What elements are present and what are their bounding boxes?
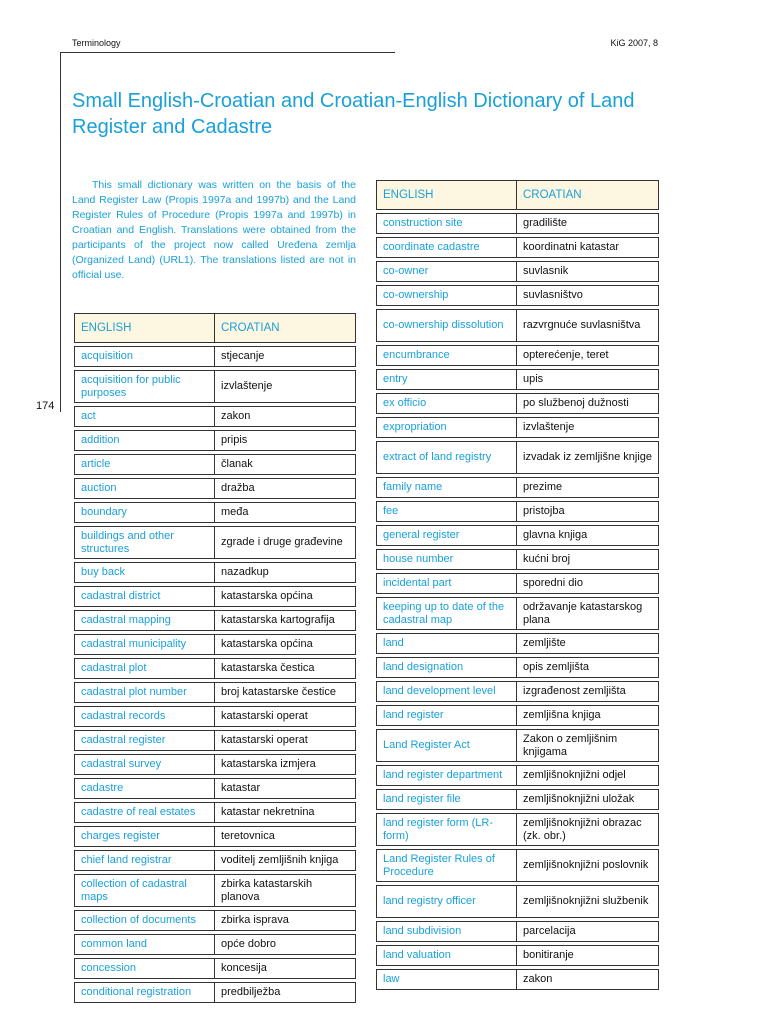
table-row [376,345,659,366]
table-row [376,921,659,942]
table-row [74,706,356,727]
page-number: 174 [36,400,55,412]
table-row [376,417,659,438]
english-term: cadastral mapping [74,610,214,631]
table-row [74,874,356,907]
english-term: collection of cadastral maps [74,874,214,907]
english-term: house number [376,549,516,570]
croatian-term: katastar [214,778,356,799]
table-row [74,370,356,403]
croatian-term: zemljišnoknjižni uložak [516,789,659,810]
croatian-term: stjecanje [214,346,356,367]
english-term: cadastral register [74,730,214,751]
croatian-term: katastarska općina [214,586,356,607]
table-row [74,586,356,607]
english-term: land [376,633,516,654]
running-header-section: Terminology [72,38,121,48]
croatian-term: zemljišnoknjižni poslovnik [516,849,659,882]
english-term: land designation [376,657,516,678]
table-row [74,454,356,475]
table-row [376,849,659,882]
english-term: encumbrance [376,345,516,366]
column-header-english: ENGLISH [74,313,214,343]
table-row [376,729,659,762]
croatian-term: broj katastarske čestice [214,682,356,703]
croatian-term: opće dobro [214,934,356,955]
english-term: keeping up to date of the cadastral map [376,597,516,630]
english-term: incidental part [376,573,516,594]
croatian-term: zemljišnoknjižni obrazac (zk. obr.) [516,813,659,846]
english-term: construction site [376,213,516,234]
english-term: charges register [74,826,214,847]
english-term: addition [74,430,214,451]
english-term: cadastre [74,778,214,799]
croatian-term: sporedni dio [516,573,659,594]
english-term: Land Register Rules of Procedure [376,849,516,882]
table-row [376,657,659,678]
table-row [74,658,356,679]
croatian-term: katastarski operat [214,730,356,751]
table-row [376,213,659,234]
english-term: acquisition [74,346,214,367]
croatian-term: katastarski operat [214,706,356,727]
croatian-term: glavna knjiga [516,525,659,546]
dictionary-table-right [376,177,659,993]
table-row [74,502,356,523]
table-row [376,969,659,990]
margin-rule [60,52,61,412]
table-row [376,369,659,390]
table-row [74,850,356,871]
dictionary-table-left [74,310,356,1006]
table-row [376,789,659,810]
column-header-croatian: CROATIAN [214,313,356,343]
table-row [74,634,356,655]
english-term: general register [376,525,516,546]
croatian-term: zbirka isprava [214,910,356,931]
table-row [376,945,659,966]
table-row [376,501,659,522]
croatian-term: predbilježba [214,982,356,1003]
table-row [376,285,659,306]
table-row [74,430,356,451]
table-row [74,526,356,559]
column-header-english: ENGLISH [376,180,516,210]
english-term: common land [74,934,214,955]
table-row [376,237,659,258]
croatian-term: razvrgnuće suvlasništva [516,309,659,342]
english-term: co-owner [376,261,516,282]
croatian-term: zemljište [516,633,659,654]
english-term: cadastral municipality [74,634,214,655]
croatian-term: opterećenje, teret [516,345,659,366]
croatian-term: teretovnica [214,826,356,847]
croatian-term: bonitiranje [516,945,659,966]
croatian-term: izgrađenost zemljišta [516,681,659,702]
table-row [376,393,659,414]
english-term: land development level [376,681,516,702]
croatian-term: katastar nekretnina [214,802,356,823]
table-row [376,441,659,474]
table-row [74,982,356,1003]
english-term: ex officio [376,393,516,414]
croatian-term: dražba [214,478,356,499]
english-term: concession [74,958,214,979]
english-term: chief land registrar [74,850,214,871]
table-row [74,478,356,499]
english-term: buildings and other structures [74,526,214,559]
croatian-term: kućni broj [516,549,659,570]
croatian-term: koncesija [214,958,356,979]
table-row [376,573,659,594]
english-term: cadastral plot [74,658,214,679]
croatian-term: suvlasništvo [516,285,659,306]
table-row [376,813,659,846]
croatian-term: međa [214,502,356,523]
croatian-term: pripis [214,430,356,451]
croatian-term: suvlasnik [516,261,659,282]
page-title: Small English-Croatian and Croatian-English Dictionary of Land Register and Cadastre [72,90,635,138]
croatian-term: zakon [214,406,356,427]
english-term: fee [376,501,516,522]
english-term: cadastral survey [74,754,214,775]
croatian-term: Zakon o zemljišnim knjigama [516,729,659,762]
table-row [376,765,659,786]
table-row [74,754,356,775]
english-term: land register form (LR-form) [376,813,516,846]
english-term: land valuation [376,945,516,966]
table-row [376,261,659,282]
english-term: boundary [74,502,214,523]
english-term: cadastral district [74,586,214,607]
croatian-term: zemljišna knjiga [516,705,659,726]
table-row [74,778,356,799]
croatian-term: po službenoj dužnosti [516,393,659,414]
english-term: land register [376,705,516,726]
croatian-term: izvlaštenje [214,370,356,403]
header-rule [60,52,395,53]
table-row [376,597,659,630]
english-term: cadastral plot number [74,682,214,703]
english-term: co-ownership dissolution [376,309,516,342]
table-row [376,681,659,702]
table-row [74,346,356,367]
english-term: auction [74,478,214,499]
intro-paragraph: This small dictionary was written on the basis of the Land Register Law (Propis 1997a and 1997b) and the Land Register Rules of Procedure (Propis 1997a and 1997b) in Croatian and English. Translations were obtained from the participants of the project now called Uređena zemlja (Organized Land) (URL1). The translations listed are not in official use. [72,179,356,281]
english-term: family name [376,477,516,498]
croatian-term: katastarska čestica [214,658,356,679]
croatian-term: koordinatni katastar [516,237,659,258]
english-term: conditional registration [74,982,214,1003]
english-term: Land Register Act [376,729,516,762]
table-row [376,477,659,498]
table-row [74,934,356,955]
english-term: act [74,406,214,427]
running-header-journal: KiG 2007, 8 [610,38,658,48]
croatian-term: održavanje katastarskog plana [516,597,659,630]
croatian-term: nazadkup [214,562,356,583]
english-term: extract of land registry [376,441,516,474]
table-row [376,705,659,726]
table-row [74,910,356,931]
croatian-term: katastarska kartografija [214,610,356,631]
english-term: land register department [376,765,516,786]
croatian-term: izvadak iz zemljišne knjige [516,441,659,474]
croatian-term: zemljišnoknjižni odjel [516,765,659,786]
croatian-term: zemljišnoknjižni službenik [516,885,659,918]
croatian-term: zakon [516,969,659,990]
table-row [74,802,356,823]
croatian-term: upis [516,369,659,390]
table-row [74,610,356,631]
column-header-croatian: CROATIAN [516,180,659,210]
table-row [376,549,659,570]
english-term: co-ownership [376,285,516,306]
croatian-term: prezime [516,477,659,498]
table-row [74,562,356,583]
english-term: buy back [74,562,214,583]
english-term: article [74,454,214,475]
croatian-term: pristojba [516,501,659,522]
english-term: land register file [376,789,516,810]
english-term: acquisition for public purposes [74,370,214,403]
table-row [74,682,356,703]
croatian-term: zgrade i druge građevine [214,526,356,559]
english-term: cadastre of real estates [74,802,214,823]
english-term: land subdivision [376,921,516,942]
table-row [74,406,356,427]
croatian-term: katastarska općina [214,634,356,655]
croatian-term: gradilište [516,213,659,234]
croatian-term: članak [214,454,356,475]
table-row [74,730,356,751]
croatian-term: voditelj zemljišnih knjiga [214,850,356,871]
croatian-term: parcelacija [516,921,659,942]
english-term: entry [376,369,516,390]
table-row [74,958,356,979]
table-row [376,633,659,654]
english-term: collection of documents [74,910,214,931]
english-term: coordinate cadastre [376,237,516,258]
table-row [376,525,659,546]
croatian-term: opis zemljišta [516,657,659,678]
croatian-term: izvlaštenje [516,417,659,438]
english-term: land registry officer [376,885,516,918]
croatian-term: katastarska izmjera [214,754,356,775]
english-term: expropriation [376,417,516,438]
table-row [376,885,659,918]
table-row [74,826,356,847]
table-row [376,309,659,342]
english-term: cadastral records [74,706,214,727]
english-term: law [376,969,516,990]
croatian-term: zbirka katastarskih planova [214,874,356,907]
